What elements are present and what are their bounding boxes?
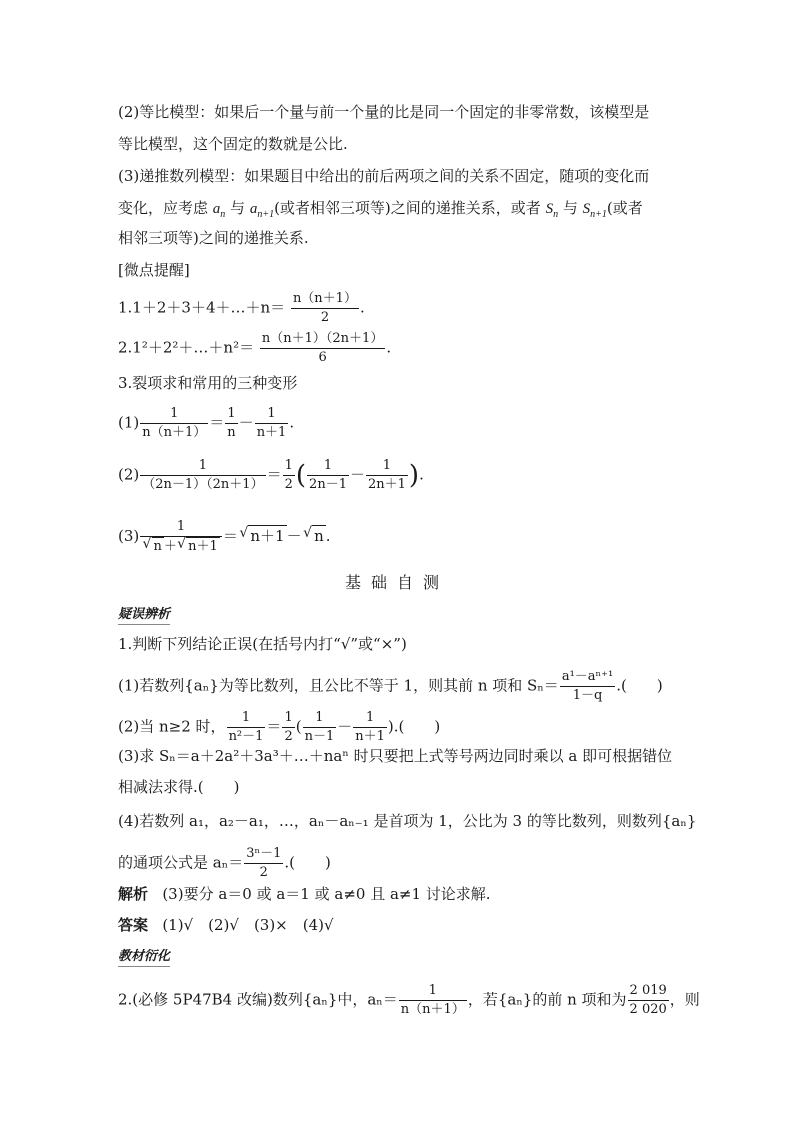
model-recursive-line2: 变化，应考虑 $a_n$ 与 $a_{n+1}$(或者相邻三项等)之间的递推关系，或者 $S_n$ 与 $S_{n+1}$(或者 [118, 199, 643, 220]
question-1-item-1: (1)若数列{aₙ}为等比数列，且公比不等于 1，则其前 n 项和 Sₙ＝ $\frac{\text{a¹－aⁿ⁺¹}}{1-q}$ .( ) [118, 669, 663, 703]
split-terms-title: 3.裂项求和常用的三种变形 [118, 374, 298, 392]
section-title: 基础自测 [344, 573, 449, 592]
split-variant-2: (2) $\frac{1}{(2n-1)(2n+1)}$ ＝ $\frac{1}{2}$ ( $\frac{1}{2n-1}$ － $\frac{1}{2n+1}$ ). [118, 458, 424, 492]
answer-label: 答案 [118, 916, 149, 934]
tag-misconception: 疑误辨析 [118, 603, 170, 625]
question-1-item-3-line1: (3)求 Sₙ＝a＋2a²＋3a³＋…＋naⁿ 时只要把上式等号两边同时乘以 a 即可根据错位 [118, 747, 673, 765]
question-1-item-3-line2: 相减法求得.( ) [118, 778, 240, 796]
fraction: $\frac{n(n+1)(2n+1)}{6}$ [261, 331, 384, 365]
question-1-item-4-line2: 的通项公式是 aₙ＝ $\frac{\text{3ⁿ－1}}{2}$ .( ) [118, 846, 331, 880]
question-2-line1: 2.(必修 5P47B4 改编)数列{aₙ}中，aₙ＝ $\frac{1}{n(n+1)}$ ，若{aₙ}的前 n 项和为 $\frac{2 019}{2 020}$ ，则 [118, 983, 700, 1017]
model-geometric-line1: (2)等比模型：如果后一个量与前一个量的比是同一个固定的非零常数，该模型是 [118, 103, 650, 121]
hint-heading: [微点提醒] [118, 261, 190, 279]
question-1-title: 1.判断下列结论正误(在括号内打“√”或“×”) [118, 635, 407, 653]
model-recursive-line3: 相邻三项等)之间的递推关系. [118, 229, 309, 247]
model-geometric-line2: 等比模型，这个固定的数就是公比. [118, 135, 348, 153]
analysis-label: 解析 [118, 885, 149, 903]
model-recursive-line1: (3)递推数列模型：如果题目中给出的前后两项之间的关系不固定，随项的变化而 [118, 167, 650, 185]
formula-sum-squares: 2.1²＋2²＋…＋n²＝ $\frac{n(n+1)(2n+1)}{6}$ . [118, 331, 392, 365]
fraction: $\frac{n(n+1)}{2}$ [292, 291, 357, 325]
question-1-item-4-line1: (4)若数列 a₁，a₂－a₁，…，aₙ－aₙ₋₁ 是首项为 1，公比为 3 的等比数列，则数列{aₙ} [118, 812, 697, 830]
tag-textbook-derivation: 教材衍化 [118, 945, 170, 967]
analysis-line: 解析 (3)要分 a＝0 或 a＝1 或 a≠0 且 a≠1 讨论求解. [118, 885, 491, 903]
formula-sum-integers: 1.1＋2＋3＋4＋…＋n＝ $\frac{n(n+1)}{2}$ . [118, 291, 365, 325]
split-variant-1: (1) $\frac{1}{n(n+1)}$ ＝ $\frac{1}{n}$ － $\frac{1}{n+1}$ . [118, 406, 295, 440]
question-1-item-2: (2)当 n≥2 时， $\frac{1}{\text{n²－1}}$ ＝ $\frac{1}{2}$ ( $\frac{1}{n-1}$ － $\frac{1}{n+1}$ ).( ) [118, 710, 441, 744]
answer-line: 答案 (1)√ (2)√ (3)× (4)√ [118, 916, 334, 934]
split-variant-3: (3) 1 √ n ＋ √ n＋1 ＝ √ n＋1 － √ n . [118, 518, 331, 556]
